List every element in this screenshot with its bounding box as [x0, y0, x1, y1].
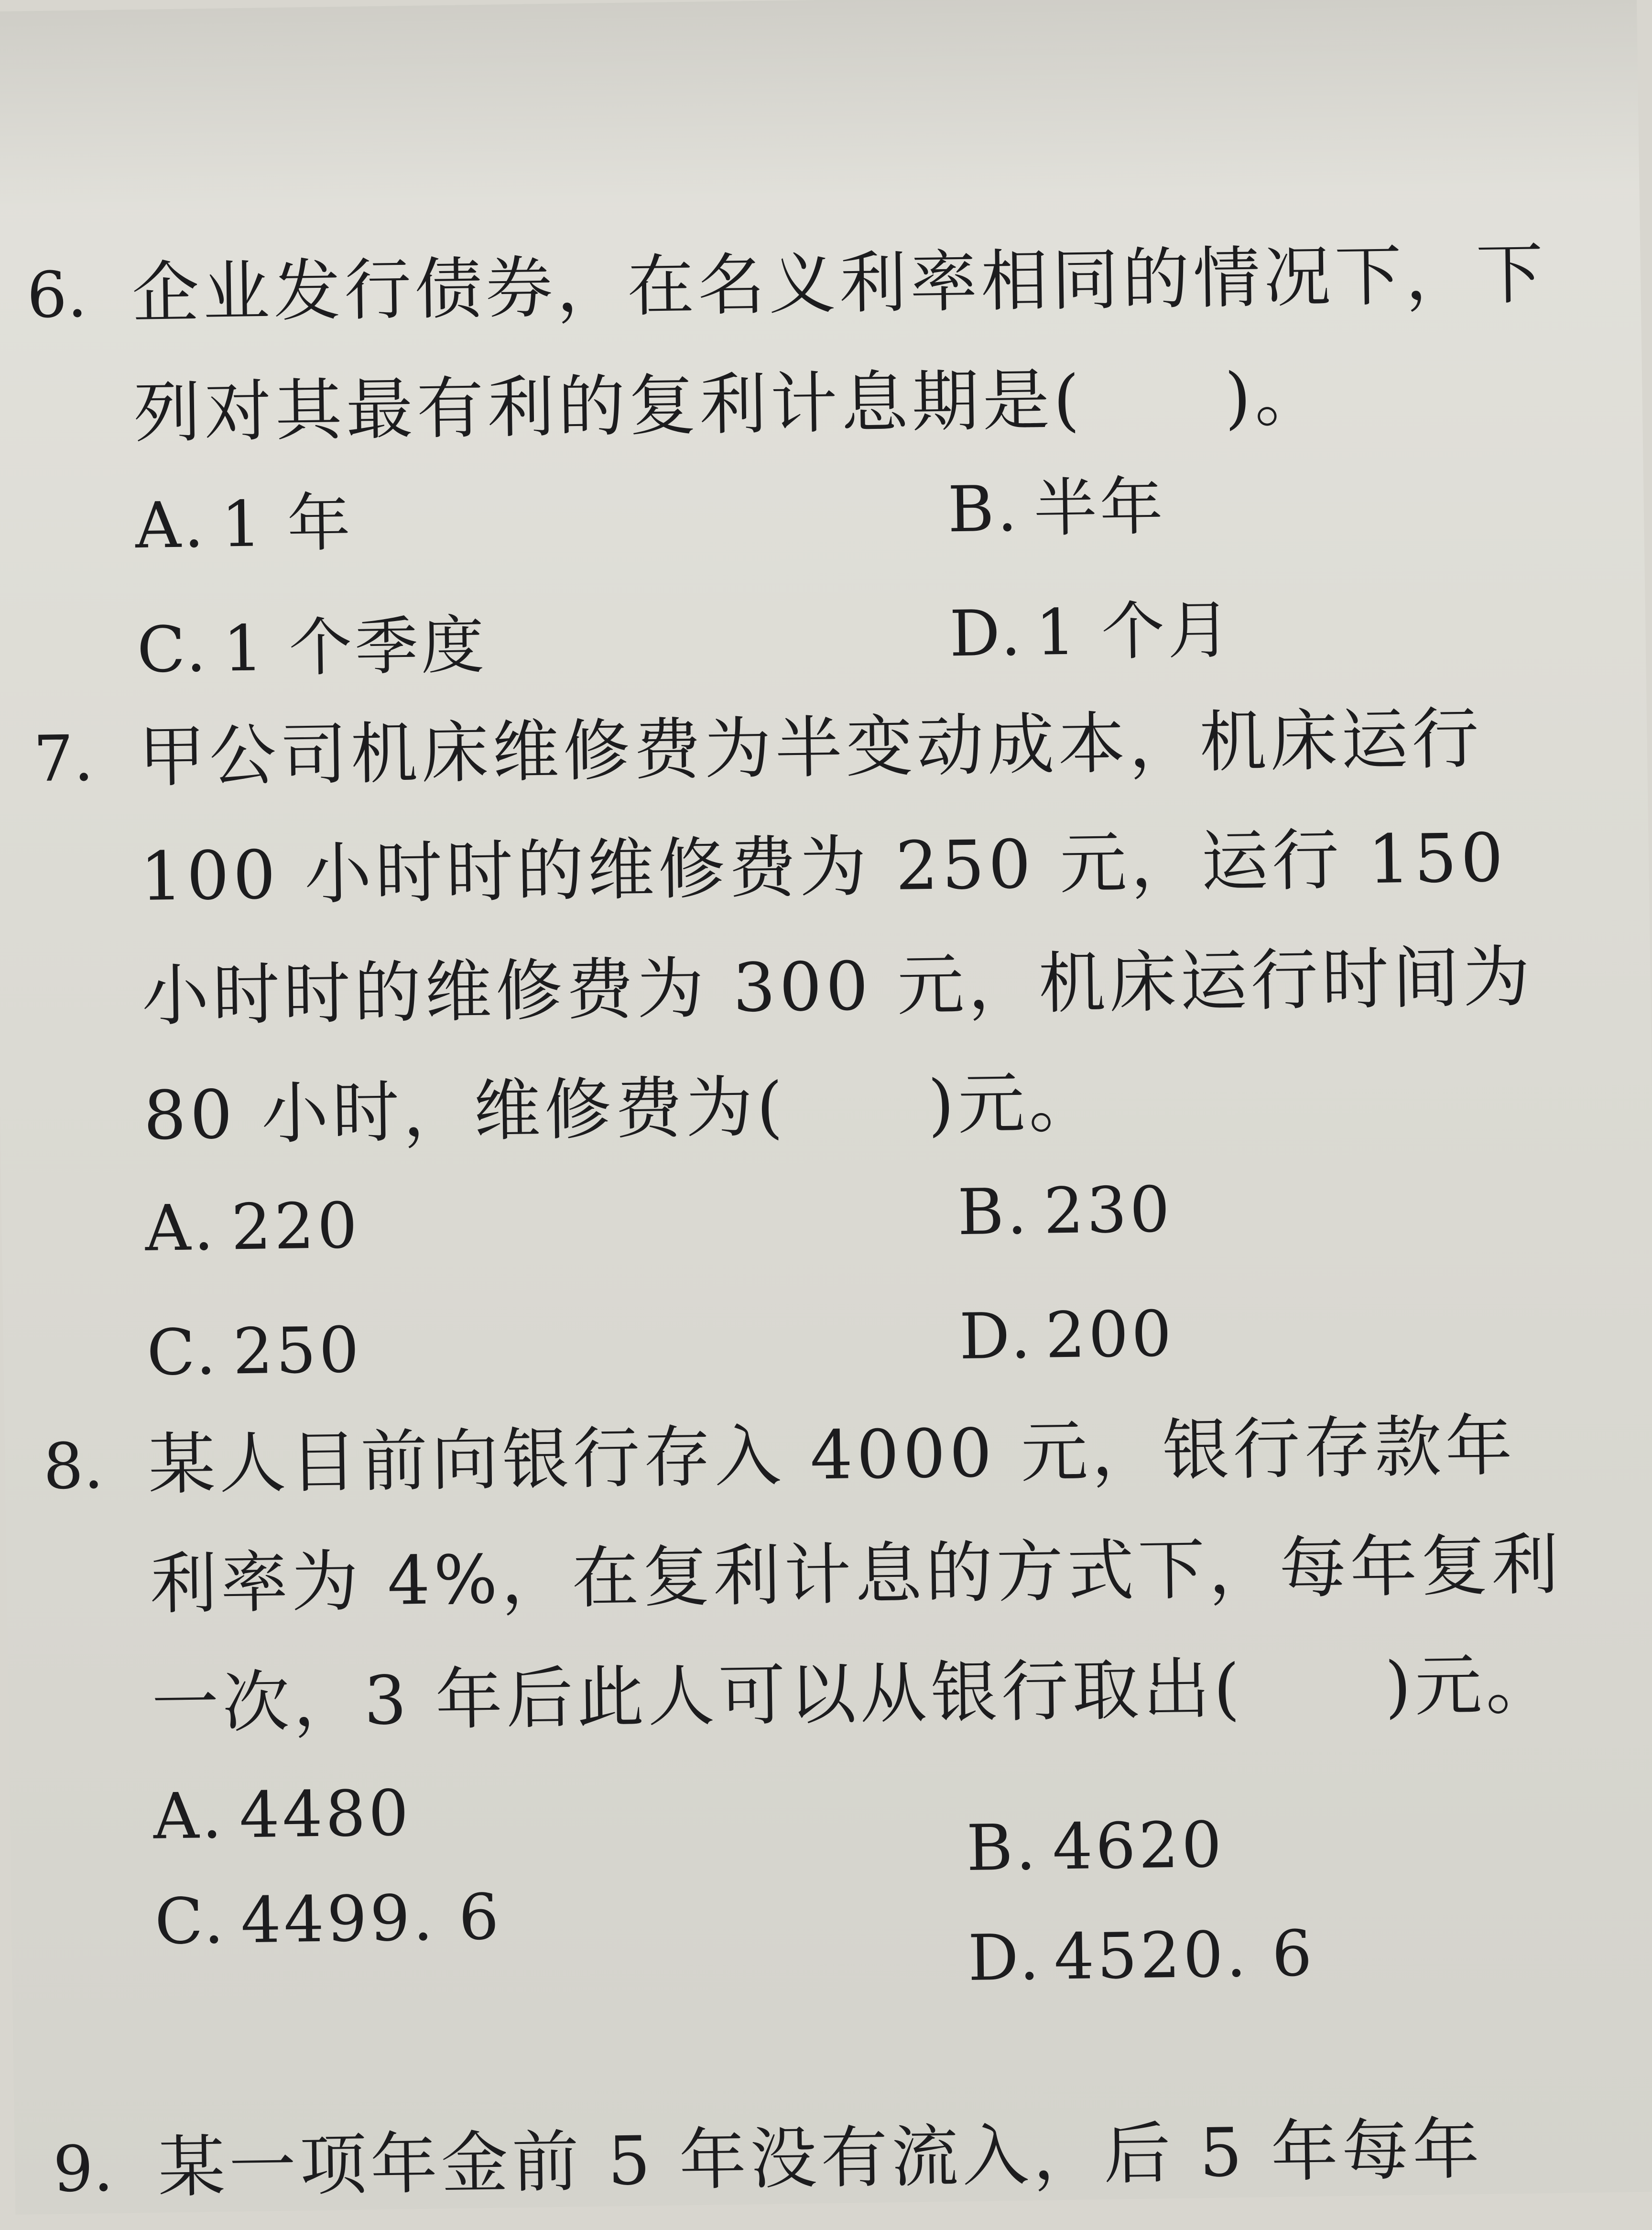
- option-text: 1 个季度: [222, 608, 488, 686]
- option-label: B.: [957, 1175, 1031, 1250]
- option-text: 4520. 6: [1053, 1916, 1315, 1994]
- option-text: 1 年: [220, 486, 354, 562]
- option-b: [957, 1167, 1173, 1256]
- option-label: B.: [947, 472, 1021, 547]
- option-label: C.: [146, 1315, 219, 1390]
- option-text: 220: [230, 1189, 361, 1265]
- option-text: 1 个月: [1035, 593, 1234, 670]
- option-a: [135, 480, 354, 569]
- option-text: 半年: [1033, 470, 1166, 546]
- option-c: [146, 1307, 362, 1396]
- option-label: A.: [152, 1779, 226, 1854]
- option-c: [154, 1874, 502, 1965]
- option-label: C.: [154, 1884, 228, 1959]
- question-6: [26, 215, 1563, 723]
- question-number: 7.: [33, 721, 94, 797]
- option-d: [967, 1911, 1315, 2001]
- question-stem: 甲公司机床维修费为半变动成本，机床运行 100 小时时的维修费为 250 元，运行 150 小时时的维修费为 300 元，机床运行时间为 80 小时，维修费为( )元。: [138, 700, 1534, 1155]
- option-label: A.: [144, 1191, 217, 1266]
- option-a: [144, 1183, 360, 1272]
- option-text: 250: [232, 1313, 363, 1389]
- option-d: [959, 1291, 1175, 1380]
- question-8: [43, 1386, 1580, 2014]
- option-label: A.: [134, 488, 207, 563]
- bleed-through-text: [0, 0, 1640, 212]
- question-9: [52, 2088, 1583, 2229]
- option-label: D.: [967, 1920, 1043, 1996]
- option-text: 4499. 6: [240, 1880, 502, 1958]
- option-text: 230: [1043, 1172, 1174, 1248]
- option-b: [966, 1802, 1225, 1892]
- option-d: [949, 587, 1234, 677]
- option-label: C.: [136, 612, 210, 688]
- option-text: 4480: [239, 1776, 412, 1853]
- option-c: [136, 602, 487, 693]
- option-label: D.: [958, 1299, 1034, 1374]
- question-number: 8.: [43, 1429, 104, 1504]
- option-text: 200: [1044, 1297, 1175, 1373]
- options-group: [152, 1754, 1580, 2013]
- option-label: D.: [949, 596, 1024, 671]
- option-text: 4620: [1052, 1808, 1225, 1884]
- option-label: B.: [966, 1810, 1039, 1886]
- question-stem: 企业发行债券，在名义利率相同的情况下，下列对其最有利的复利计息期是( )。: [131, 235, 1548, 453]
- question-number: 9.: [52, 2132, 114, 2207]
- option-a: [152, 1770, 412, 1860]
- question-stem: 某一项年金前 5 年没有流入，后 5 年每年: [157, 2110, 1484, 2207]
- question-stem: 某人目前向银行存入 4000 元，银行存款年利率为 4%，在复利计息的方式下，每年复利一次，3 年后此人可以从银行取出( )元。: [148, 1407, 1563, 1743]
- question-number: 6.: [26, 258, 88, 333]
- question-7: [33, 678, 1572, 1426]
- option-b: [947, 464, 1166, 553]
- options-group: [144, 1166, 1572, 1425]
